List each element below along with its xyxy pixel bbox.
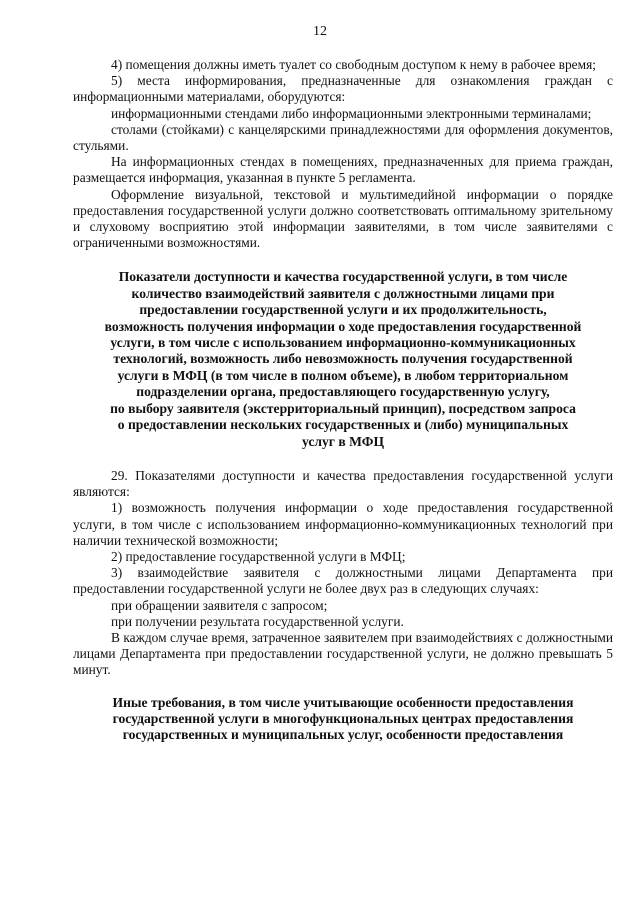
- heading-line: услуг в МФЦ: [301, 433, 385, 449]
- heading-line: подразделении органа, предоставляющего государственную услугу,: [136, 384, 550, 400]
- paragraph: при получении результата государственной услуги.: [111, 613, 404, 629]
- heading-line: по выбору заявителя (экстерриториальный принцип), посредством запроса: [110, 400, 576, 416]
- page-body: [73, 57, 613, 744]
- paragraph: 2) предоставление государственной услуги в МФЦ;: [111, 548, 406, 564]
- paragraph: при обращении заявителя с запросом;: [111, 597, 328, 613]
- heading-line: возможность получения информации о ходе предоставления государственной: [104, 318, 582, 334]
- section-heading-other-requirements: [73, 695, 613, 744]
- section-heading-accessibility: [73, 269, 613, 449]
- heading-line: технологий, возможность либо невозможность получения государственной: [113, 351, 573, 367]
- heading-line: о предоставлении нескольких государственных и (либо) муниципальных: [117, 417, 569, 433]
- page-number: 12: [313, 24, 327, 39]
- heading-line: услуги в МФЦ (в том числе в полном объеме), в любом территориальном: [117, 367, 569, 383]
- heading-line: предоставлении государственной услуги и их продолжительность,: [139, 302, 547, 318]
- paragraph: В каждом случае время, затраченное заявителем при взаимодействиях с должностными лицами Департамента при предоставлении государственной услуги, не должно превышать 5 минут.: [73, 629, 613, 678]
- paragraph: 4) помещения должны иметь туалет со свободным доступом к нему в рабочее время;: [111, 57, 596, 72]
- heading-line: государственной услуги в многофункциональных центрах предоставления: [112, 710, 574, 726]
- heading-line: Иные требования, в том числе учитывающие особенности предоставления: [112, 694, 574, 710]
- heading-line: Показатели доступности и качества государственной услуги, в том числе: [118, 269, 568, 285]
- heading-line: государственных и муниципальных услуг, особенности предоставления: [122, 727, 564, 743]
- paragraph: информационными стендами либо информационными электронными терминалами;: [111, 105, 592, 121]
- paragraph: 29. Показателями доступности и качества предоставления государственной услуги являются:: [73, 467, 613, 500]
- paragraph: 3) взаимодействие заявителя с должностными лицами Департамента при предоставлении государственной услуги не более двух раз в следующих случаях:: [73, 565, 613, 597]
- paragraph: 5) места информирования, предназначенные для ознакомления граждан с информационными материалами, оборудуются:: [73, 73, 613, 105]
- heading-line: услуги, в том числе с использованием информационно-коммуникационных: [110, 335, 576, 351]
- paragraph: столами (стойками) с канцелярскими принадлежностями для оформления документов, стульями.: [73, 121, 613, 154]
- heading-line: количество взаимодействий заявителя с должностными лицами при: [131, 285, 555, 301]
- paragraph: На информационных стендах в помещениях, предназначенных для приема граждан, размещается информация, указанная в пункте 5 регламента.: [73, 154, 613, 186]
- paragraph: 1) возможность получения информации о ходе предоставления государственной услуги, в том числе с использованием информационно-коммуникационных технологий при наличии технической возможности;: [73, 500, 613, 548]
- paragraph: Оформление визуальной, текстовой и мультимедийной информации о порядке предоставления государственной услуги должно соответствовать оптимальному зрительному и слуховому восприятию этой информации заявителями, в том числе заявителями с ограниченными возможностями.: [73, 186, 613, 251]
